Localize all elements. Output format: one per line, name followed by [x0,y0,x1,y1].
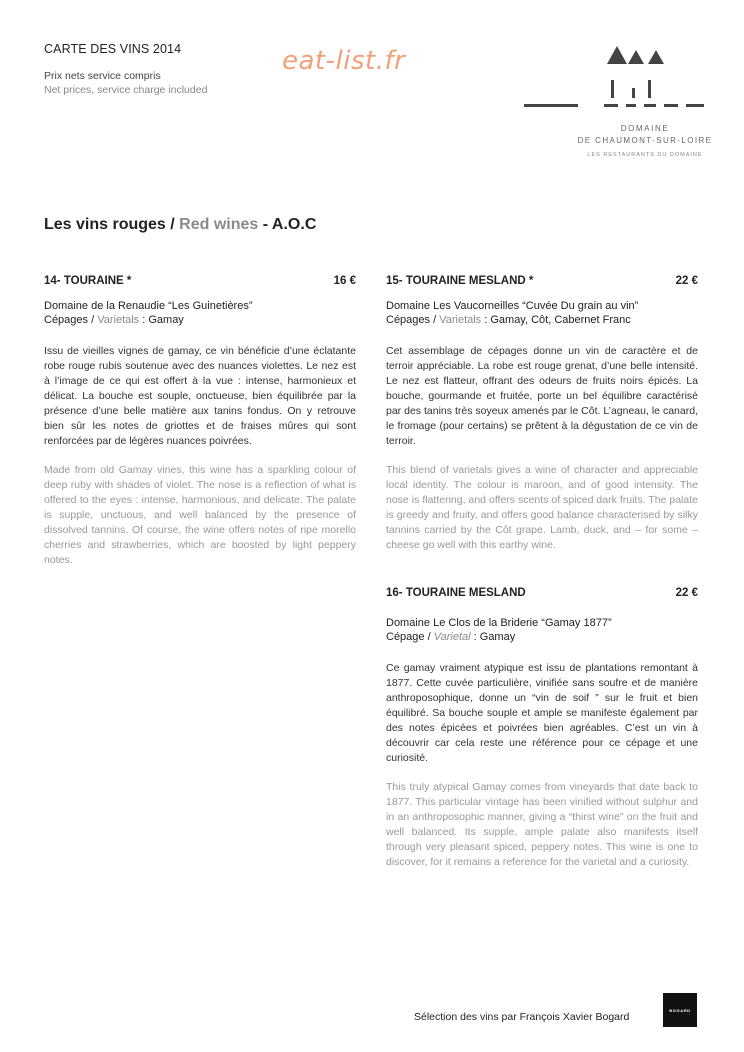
varietals-value: : Gamay [139,314,184,326]
logo-line-chaumont: DE CHAUMONT-SUR-LOIRE [577,136,713,145]
chateau-roofs-icon [520,40,710,180]
wine-name: 15- TOURAINE MESLAND * [386,275,534,287]
wine-name: 14- TOURAINE * [44,275,132,287]
watermark: eat-list.fr [282,46,406,76]
wine-description-en: This truly atypical Gamay comes from vineyards that date back to 1877. This particular vintage has been vinified without sulphur and in an anthroposophic manner, giving a “thirst wine” on the fruit and well balanced. Its supple, ample palate also manifests itself through very pleasant spiced, peppery notes. This wine is one to discover, for it remains a reference for the varietal and a curiosity. [386,781,698,868]
wine-name: 16- TOURAINE MESLAND [386,587,526,599]
wine-price: 16 € [333,275,356,287]
wine-description-fr: Ce gamay vraiment atypique est issu de plantations remontant à 1877. Cette cuvée particulière, vinifiée sans soufre et de manière anthroposophique, donne un “vin de soif ” sur le fruit et bien équilibré. Sa bouche souple et ample se manifeste également par des notes épicées et poivrées bien agréables. C’est un vin à découvrir car cela reste une référence pour ce cépage et une curiosité. [386,662,698,764]
wine-entry-16 [386,587,698,870]
prices-note-en: Net prices, service charge included [44,84,208,96]
varietals-label-fr: Cépages / [386,314,440,326]
varietals-label-en: Varietals [439,314,482,326]
wine-description-fr: Issu de vieilles vignes de gamay, ce vin bénéficie d’une éclatante robe rouge rubis soutenue avec des nuances violettes. Le nez est à l’image de ce qui est offert à la vue : intense, harmonieux et délicat. La bouche est souple, onctueuse, bien équilibrée par la présence d’une belle matière aux tanins fondus. On y retrouve bien sûr les notes de griottes et de fraises mûres qui sont renforcées par de légères nuances poivrées. [44,345,356,447]
varietals-label-en: Varietal [433,631,471,643]
wine-varietals [386,314,698,326]
varietals-label-fr: Cépage / [386,631,434,643]
wine-description-fr: Cet assemblage de cépages donne un vin de caractère et de terroir appréciable. La robe est rouge grenat, d’une belle intensité. Le nez est flatteur, offrant des odeurs de fruits noirs épicés. La bouche, gourmande et fruitée, porte un bel équilibre caractérisé par des tanins très soyeux amenés par le Côt. L’agneau, le canard, le fromage (pour certains) se prêtent à la dégustation de ce vin de terroir. [386,345,698,447]
wine-description-en: This blend of varietals gives a wine of character and appreciable local identity. The colour is maroon, and of good intensity. The nose is flattering, and offers scents of spiced dark fruits. The palate is greedy and fruity, and offers good balance characterised by silky tannins carried by the Côt grape. Lamb, duck, and – for some – cheese go well with this earthy wine. [386,464,698,551]
bogard-logo: BOGARD [663,993,697,1027]
header [44,42,207,96]
menu-title: CARTE DES VINS 2014 [44,42,182,56]
wine-header [44,275,356,287]
varietals-label-en: Varietals [97,314,140,326]
wine-header [386,275,698,287]
sommelier-credit: Sélection des vins par François Xavier Bogard [414,1011,630,1023]
wine-domain: Domaine Le Clos de la Briderie “Gamay 1877” [386,617,612,629]
wine-varietals [44,314,356,326]
varietals-value: : Gamay [470,631,516,643]
wine-domain: Domaine de la Renaudie “Les Guinetières” [44,300,253,312]
section-title-fr: Les vins rouges / [44,216,180,233]
wine-varietals [386,631,698,643]
wine-entry-14 [44,275,356,568]
logo-line-domaine: DOMAINE [620,124,670,133]
wine-price: 22 € [675,275,698,287]
wine-domain: Domaine Les Vaucorneilles “Cuvée Du grain au vin” [386,300,639,312]
wine-price: 22 € [675,587,698,599]
wine-entry-15 [386,275,698,553]
varietals-value: : Gamay, Côt, Cabernet Franc [481,314,631,326]
varietals-label-fr: Cépages / [44,314,98,326]
wine-header [386,587,698,599]
prices-note-fr: Prix nets service compris [44,70,161,82]
section-title [44,216,316,234]
logo-line-restaurants: LES RESTAURANTS DU DOMAINE [587,152,703,158]
wine-description-en: Made from old Gamay vines, this wine has a sparkling colour of deep ruby with shades of violet. The nose is a reflection of what is offered to the eyes : intense, harmonious, and delicate. The palate is supple, unctuous, and well balanced by the presence of dissolved tannins. Of course, the wine offers notes of ripe morello cherries and strawberries, which are boosted by light peppery notes. [44,464,356,566]
section-title-suffix: - A.O.C [258,216,317,233]
section-title-en: Red wines [179,216,259,233]
